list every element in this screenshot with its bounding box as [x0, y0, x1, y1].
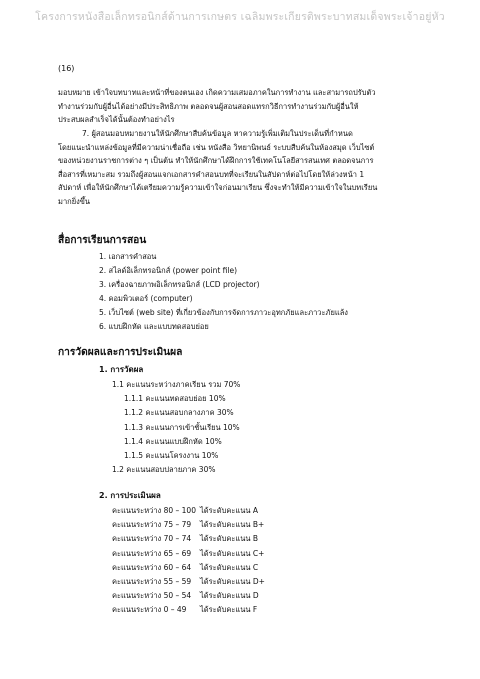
grade-label: ได้ระดับคะแนน F: [200, 605, 258, 615]
list-item: 1. เอกสารคำสอน: [99, 252, 157, 261]
grade-table: [112, 504, 265, 618]
grade-row: [112, 504, 265, 518]
grade-row: [112, 532, 265, 546]
list-item: 3. เครื่องฉายภาพอิเล็กทรอนิกส์ (LCD projector): [99, 280, 260, 290]
evaluation-heading: การวัดผลและการประเมินผล: [58, 347, 183, 358]
score-range: คะแนนระหว่าง 65 – 69: [112, 548, 192, 558]
measurement-item: 1.1 คะแนนระหว่างภาคเรียน รวม 70%: [112, 380, 241, 389]
grade-row: [112, 603, 265, 617]
grade-row: [112, 589, 265, 603]
score-range: คะแนนระหว่าง 55 – 59: [112, 576, 192, 586]
grade-label: ได้ระดับคะแนน C: [200, 562, 259, 572]
list-item: 6. แบบฝึกหัด และแบบทดสอบย่อย: [99, 322, 209, 332]
paragraph-line: ทำงานร่วมกับผู้อื่นได้อย่างมีประสิทธิภาพ ตลอดจนผู้สอนสอดแทรกวิธีการทำงานร่วมกับผู้อื่นให้: [58, 101, 359, 111]
list-item: 5. เว็บไซต์ (web site) ที่เกี่ยวข้องกับการจัดการภาวะอุทกภัยและภาวะภัยแล้ง: [99, 308, 348, 318]
paragraph-line: 7. ผู้สอนมอบหมายงานให้นักศึกษาสืบค้นข้อมูล หาความรู้เพิ่มเติมในประเด็นที่กำหนด: [82, 129, 353, 138]
paragraph-line: สัปดาห์ เพื่อให้นักศึกษาได้เตรียมความรู้ความเข้าใจก่อนมาเรียน ซึ่งจะทำให้มีความเข้าใจในบทเรียน: [58, 183, 378, 193]
grade-label: ได้ระดับคะแนน B: [200, 534, 258, 544]
measurement-item: 1.2 คะแนนสอบปลายภาค 30%: [112, 465, 216, 475]
grade-row: [112, 561, 265, 575]
paragraph-1: [58, 86, 422, 127]
measurement-sub-item: 1.1.3 คะแนนการเข้าชั้นเรียน 10%: [124, 422, 240, 432]
paragraph-line: สื่อสารที่เหมาะสม รวมถึงผู้สอนแจกเอกสารคำสอนบทที่จะเรียนในสัปดาห์ต่อไปโดยให้ล่วงหน้า 1: [58, 169, 365, 179]
grade-label: ได้ระดับคะแนน B+: [200, 520, 265, 530]
teaching-media-list: [99, 250, 348, 335]
score-range: คะแนนระหว่าง 80 – 100: [112, 506, 196, 515]
grade-label: ได้ระดับคะแนน D: [200, 591, 259, 601]
header-watermark: โครงการหนังสือเล็กทรอนิกส์ด้านการเกษตร เฉลิมพระเกียรติพระบาทสมเด็จพระเจ้าอยู่หัว: [35, 11, 445, 23]
assessment-heading: 2. การประเมินผล: [99, 491, 161, 500]
score-range: คะแนนระหว่าง 75 – 79: [112, 520, 192, 530]
score-range: คะแนนระหว่าง 50 – 54: [112, 591, 192, 601]
paragraph-line: โดยแนะนำแหล่งข้อมูลที่มีความน่าเชื่อถือ เช่น หนังสือ วิทยานิพนธ์ ระบบสืบค้นในห้องสมุด เว็บไซต์: [58, 142, 375, 152]
grade-label: ได้ระดับคะแนน C+: [200, 548, 265, 558]
teaching-media-heading: สื่อการเรียนการสอน: [58, 235, 147, 246]
grade-row: [112, 575, 265, 589]
measurement-sub-item: 1.1.2 คะแนนสอบกลางภาค 30%: [124, 408, 234, 418]
score-range: คะแนนระหว่าง 60 – 64: [112, 562, 192, 572]
paragraph-line: มากยิ่งขึ้น: [58, 196, 91, 206]
list-item: 4. คอมพิวเตอร์ (computer): [99, 294, 193, 304]
paragraph-line: ประสบผลสำเร็จได้นั้นต้องทำอย่างไร: [58, 115, 175, 125]
grade-label: ได้ระดับคะแนน D+: [200, 576, 265, 586]
measurement-sub-item: 1.1.1 คะแนนทดสอบย่อย 10%: [124, 394, 226, 404]
page-number: (16): [58, 64, 75, 73]
paragraph-line: ของหน่วยงานราชการต่าง ๆ เป็นต้น ทำให้นักศึกษาได้ฝึกการใช้เทคโนโลยีสารสนเทศ ตลอดจนการ: [58, 156, 374, 166]
grade-row: [112, 547, 265, 561]
score-range: คะแนนระหว่าง 70 – 74: [112, 534, 192, 544]
measurement-heading: 1. การวัดผล: [99, 365, 144, 374]
measurement-sub-item: 1.1.4 คะแนนแบบฝึกหัด 10%: [124, 436, 222, 446]
score-range: คะแนนระหว่าง 0 – 49: [112, 605, 187, 615]
paragraph-2: [58, 127, 422, 209]
measurement-sub-item: 1.1.5 คะแนนโครงงาน 10%: [124, 450, 219, 460]
measurement-list: [112, 378, 240, 477]
grade-label: ได้ระดับคะแนน A: [200, 506, 258, 515]
grade-row: [112, 518, 265, 532]
paragraph-line: มอบหมาย เข้าใจบทบาทและหน้าที่ของตนเอง เกิดความเสมอภาคในการทำงาน และสามารถปรับตัว: [58, 88, 376, 97]
list-item: 2. สไลด์อิเล็กทรอนิกส์ (power point file): [99, 266, 238, 276]
